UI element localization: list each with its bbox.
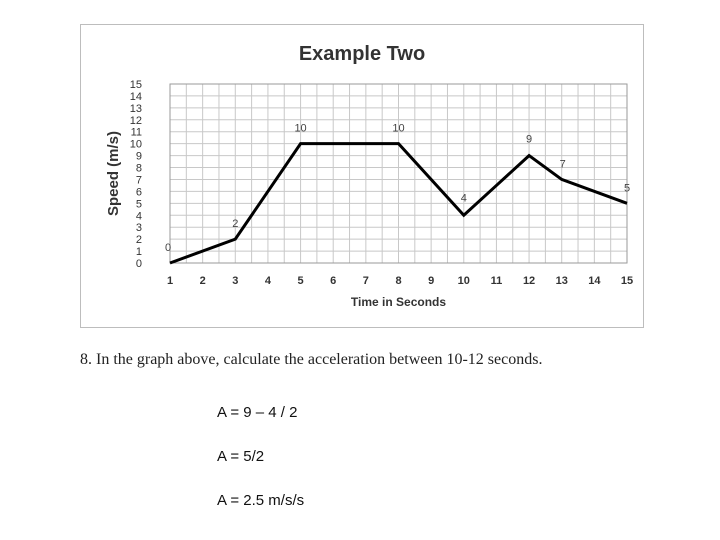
chart-title: Example Two [298, 43, 426, 65]
x-tick-label: 1 [166, 275, 174, 287]
x-axis-label: Time in Seconds [350, 295, 447, 309]
x-tick-label: 7 [362, 275, 369, 287]
y-tick-label: 13 [129, 102, 142, 115]
data-label: 2 [232, 218, 239, 231]
y-tick-label: 15 [129, 79, 142, 91]
data-label: 5 [623, 182, 631, 195]
y-axis-label: Speed (m/s) [105, 130, 122, 217]
y-tick-label: 0 [135, 258, 142, 270]
x-tick-label: 12 [522, 275, 536, 287]
x-tick-label: 9 [428, 275, 435, 287]
y-tick-label: 6 [135, 186, 142, 199]
y-tick-label: 9 [135, 150, 142, 163]
question-text: 8. In the graph above, calculate the acceleration between 10-12 seconds. [80, 351, 543, 368]
data-label: 10 [294, 122, 307, 135]
x-tick-label: 3 [232, 275, 239, 287]
y-tick-label: 11 [130, 126, 142, 139]
data-label: 4 [460, 192, 467, 205]
y-tick-label: 1 [135, 246, 142, 259]
y-tick-label: 4 [135, 210, 142, 223]
line-chart [81, 25, 643, 327]
x-tick-label: 4 [264, 275, 271, 287]
answer-line-3: A = 2.5 m/s/s [217, 492, 305, 509]
tick-labels [130, 79, 633, 287]
x-tick-label: 11 [490, 275, 503, 287]
chart-frame [80, 24, 644, 328]
data-label: 9 [526, 133, 533, 146]
data-label: 0 [164, 242, 172, 254]
x-tick-label: 10 [457, 275, 470, 287]
y-tick-label: 3 [135, 222, 142, 235]
data-label: 7 [559, 158, 566, 171]
x-tick-label: 8 [395, 275, 402, 287]
answer-line-2: A = 5/2 [217, 448, 265, 465]
y-tick-label: 12 [129, 114, 142, 127]
data-label: 10 [392, 122, 405, 135]
y-tick-label: 14 [129, 90, 142, 103]
x-tick-label: 13 [555, 275, 568, 287]
y-tick-label: 2 [135, 234, 142, 247]
x-tick-label: 5 [297, 275, 304, 287]
x-tick-label: 15 [620, 275, 634, 287]
y-tick-label: 10 [129, 138, 142, 151]
x-tick-label: 2 [199, 275, 206, 287]
answer-line-1: A = 9 – 4 / 2 [217, 404, 298, 421]
y-tick-label: 8 [135, 162, 142, 175]
x-tick-label: 6 [330, 275, 337, 287]
y-tick-label: 5 [135, 198, 142, 211]
y-tick-label: 7 [135, 174, 142, 187]
x-tick-label: 14 [588, 275, 601, 287]
